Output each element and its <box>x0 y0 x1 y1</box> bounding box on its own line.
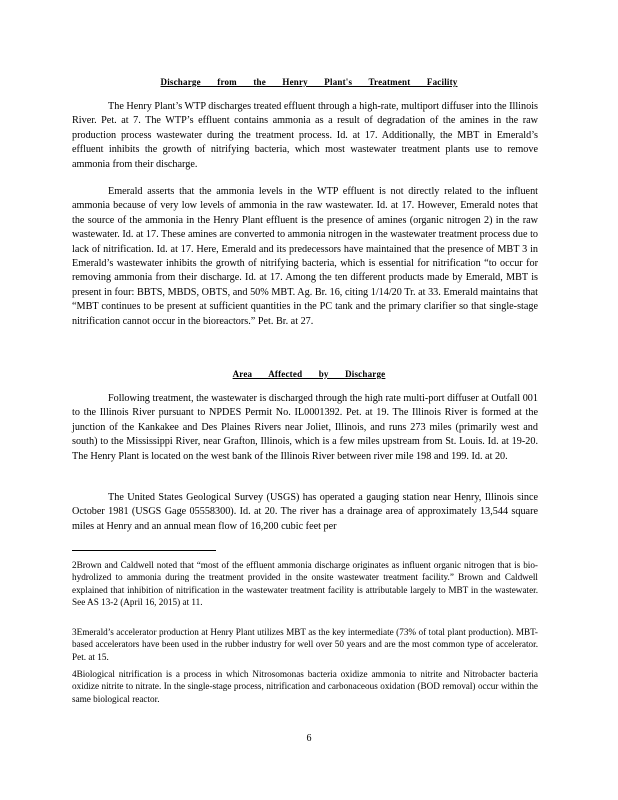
section-heading-area-affected: Area Affected by Discharge <box>232 369 386 379</box>
paragraph-wtp-discharge: The Henry Plant’s WTP discharges treated effluent through a high-rate, multiport diffuser into the Illinois River. Pet. at 7. The WTP’s effluent contains ammonia as a result of degradation of the amines in the raw production process wastewater during the treatment process. Id. at 17. Additionally, the MBT in Emerald’s effluent inhibits the growth of nitrifying bacteria, which most wastewater treatment plants use to remove ammonia from their discharge. <box>72 101 538 170</box>
page-number: 6 <box>306 733 312 744</box>
footnote-3: 3Emerald’s accelerator production at Henry Plant utilizes MBT as the key intermediate (73% of total plant production). MBT-based accelerators have been used in the rubber industry for well over 50 years and are the most common type of accelerator. Pet. at 15. <box>72 627 538 662</box>
footnote-2: 2Brown and Caldwell noted that “most of the effluent ammonia discharge originates as influent organic nitrogen that is bio-hydrolized to ammonia during the treatment provided in the onsite wastewater treatment facility.” Brown and Caldwell explained that inhibition of nitrification in the wastewater treatment facility is attributable largely to MBT in the wastewater. See AS 13-2 (April 16, 2015) at 11. <box>72 560 538 608</box>
paragraph-usgs-gauge: The United States Geological Survey (USGS) has operated a gauging station near Henry, Illinois since October 1981 (USGS Gage 05558300). Id. at 20. The river has a drainage area of approximately 13,544 square miles at Henry and an annual mean flow of 16,200 cubic feet per <box>72 492 538 532</box>
footnote-separator <box>72 550 216 551</box>
footnote-4: 4Biological nitrification is a process in which Nitrosomonas bacteria oxidize ammonia to nitrite and Nitrobacter bacteria oxidize nitrite to nitrate. In the single-stage process, nitrification and carbonaceous oxidation (BOD removal) occur within the same biological reactor. <box>72 669 538 704</box>
paragraph-ammonia-levels: Emerald asserts that the ammonia levels in the WTP effluent is not directly related to the influent ammonia because of very low levels of ammonia in the raw wastewater. Id. at 17. However, Emerald notes that the source of the ammonia in the Henry Plant effluent is the presence of amines (organic nitrogen 2) in the raw wastewater. Id. at 17. These amines are converted to ammonia nitrogen in the wastewater treatment process due to lack of nitrification. Id. at 17. Here, Emerald and its predecessors have maintained that the presence of MBT 3 in Emerald’s wastewater inhibits the growth of nitrifying bacteria, which is essential for nitrification “to occur for removing ammonia from their discharge. Id. at 17. Among the ten different products made by Emerald, MBT is present in four: BBTS, MBDS, OBTS, and 50% MBT. Ag. Br. 16, citing 1/14/20 Tr. at 33. Emerald maintains that “MBT continues to be present at sufficient quantities in the PC tank and the primary clarifier so that single-stage nitrification cannot occur in the bioreactors.” Pet. Br. at 27. <box>72 186 538 327</box>
section-heading-discharge: Discharge from the Henry Plant's Treatment Facility <box>160 77 458 87</box>
paragraph-outfall: Following treatment, the wastewater is discharged through the high rate multi-port diffuser at Outfall 001 to the Illinois River pursuant to NPDES Permit No. IL0001392. Pet. at 19. The Illinois River is formed at the junction of the Kankakee and Des Plaines Rivers near Joliet, Illinois, and runs 273 miles (primarily west and south) to the Mississippi River, near Grafton, Illinois, which is a few miles upstream from St. Louis. Id. at 19-20. The Henry Plant is located on the west bank of the Illinois River between river mile 198 and 199. Id. at 20. <box>72 393 538 462</box>
